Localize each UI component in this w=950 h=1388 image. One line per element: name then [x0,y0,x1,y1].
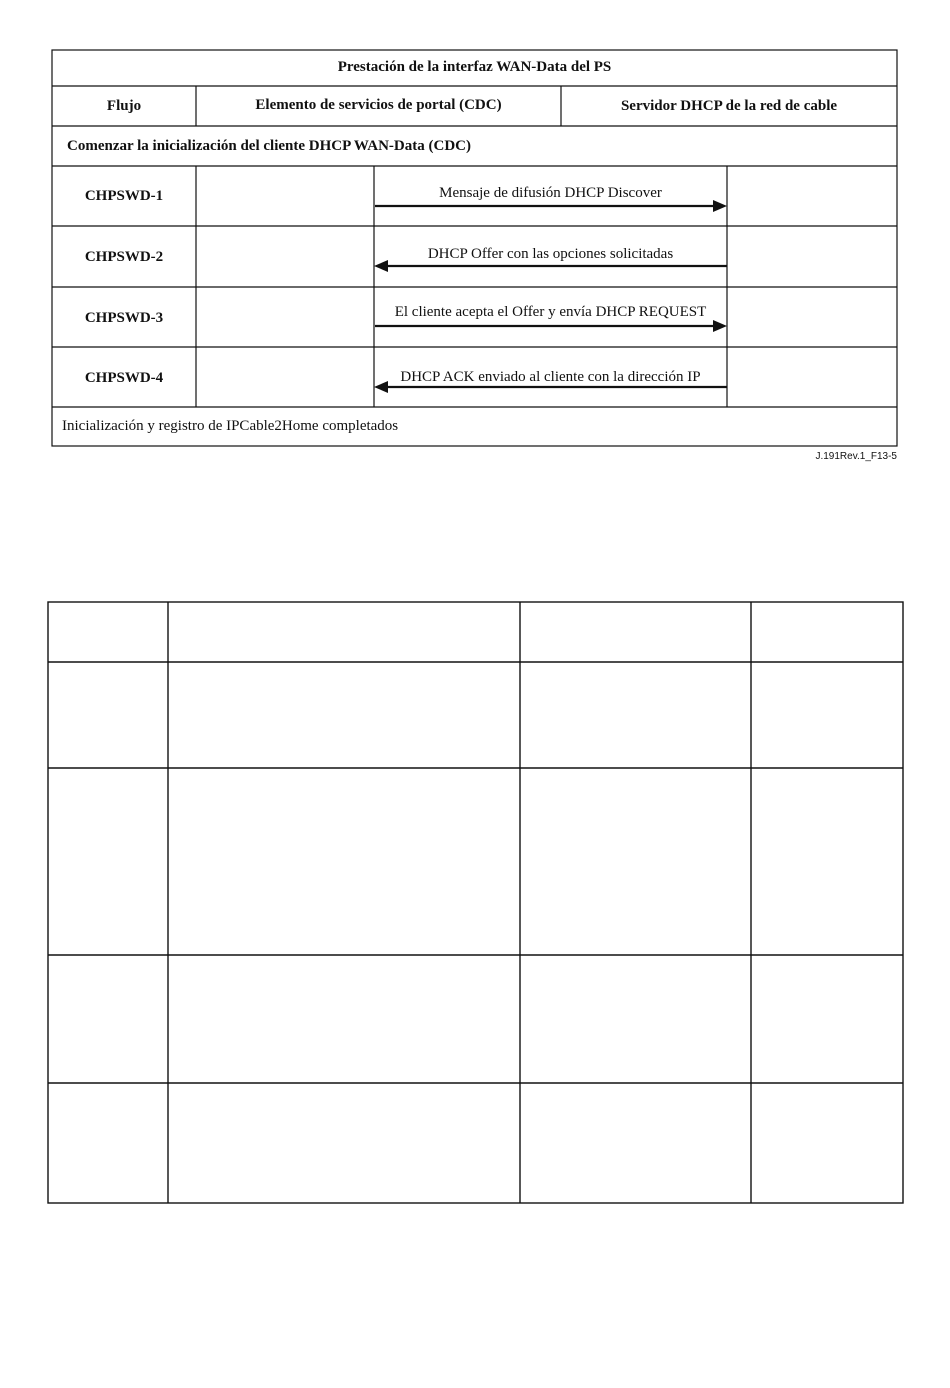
empty-table [48,602,903,1203]
step-id: CHPSWD-2 [84,249,164,265]
step-id: CHPSWD-1 [84,188,164,204]
flow-title: Prestación de la interfaz WAN-Data del PS [337,59,612,75]
step-id: CHPSWD-3 [84,310,164,326]
step-message: El cliente acepta el Offer y envía DHCP REQUEST [394,304,707,320]
step-id: CHPSWD-4 [84,370,164,386]
figure-code: J.191Rev.1_F13-5 [815,451,897,462]
end-label: Inicialización y registro de IPCable2Home completados [62,418,399,434]
header-portal: Elemento de servicios de portal (CDC) [255,97,502,113]
header-server: Servidor DHCP de la red de cable [620,98,838,114]
start-label: Comenzar la inicialización del cliente DHCP WAN-Data (CDC) [67,138,471,154]
header-flow: Flujo [106,98,142,114]
step-message: DHCP Offer con las opciones solicitadas [427,246,674,262]
step-message: DHCP ACK enviado al cliente con la dirección IP [400,369,701,385]
step-message: Mensaje de difusión DHCP Discover [439,185,662,201]
